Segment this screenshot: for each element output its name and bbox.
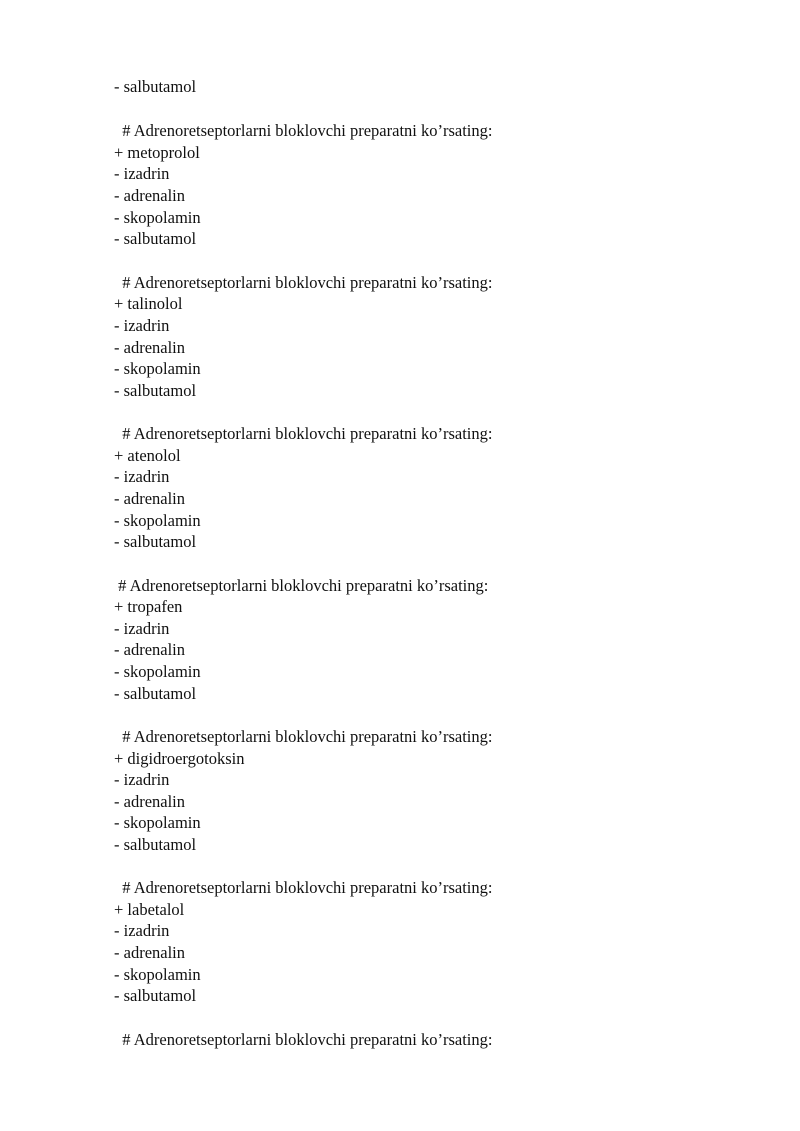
answer-option: - salbutamol	[114, 77, 197, 96]
question-heading: # Adrenoretseptorlarni bloklovchi preparatni ko’rsating:	[114, 121, 493, 140]
answer-option: - salbutamol	[114, 532, 197, 551]
answer-option-correct: + atenolol	[114, 446, 181, 465]
answer-option-correct: + digidroergotoksin	[114, 749, 245, 768]
answer-option: - salbutamol	[114, 835, 197, 854]
answer-option: - izadrin	[114, 921, 170, 940]
question-heading: # Adrenoretseptorlarni bloklovchi preparatni ko’rsating:	[114, 273, 493, 292]
answer-option: - adrenalin	[114, 338, 186, 357]
question-heading: # Adrenoretseptorlarni bloklovchi preparatni ko’rsating:	[114, 576, 489, 595]
answer-option: - izadrin	[114, 467, 170, 486]
answer-option-correct: + labetalol	[114, 900, 185, 919]
answer-option: - skopolamin	[114, 662, 201, 681]
answer-option-correct: + metoprolol	[114, 143, 200, 162]
question-heading: # Adrenoretseptorlarni bloklovchi preparatni ko’rsating:	[114, 878, 493, 897]
answer-option: - adrenalin	[114, 792, 186, 811]
answer-option: - skopolamin	[114, 813, 201, 832]
answer-option: - salbutamol	[114, 684, 197, 703]
answer-option: - salbutamol	[114, 381, 197, 400]
answer-option: - adrenalin	[114, 186, 186, 205]
answer-option: - izadrin	[114, 164, 170, 183]
answer-option-correct: + talinolol	[114, 294, 183, 313]
answer-option: - adrenalin	[114, 640, 186, 659]
question-heading: # Adrenoretseptorlarni bloklovchi preparatni ko’rsating:	[114, 1030, 493, 1049]
answer-option: - izadrin	[114, 770, 170, 789]
answer-option: - skopolamin	[114, 965, 201, 984]
answer-option: - skopolamin	[114, 511, 201, 530]
question-heading: # Adrenoretseptorlarni bloklovchi preparatni ko’rsating:	[114, 727, 493, 746]
question-heading: # Adrenoretseptorlarni bloklovchi preparatni ko’rsating:	[114, 424, 493, 443]
answer-option: - izadrin	[114, 619, 170, 638]
answer-option: - adrenalin	[114, 943, 186, 962]
answer-option-correct: + tropafen	[114, 597, 183, 616]
answer-option: - adrenalin	[114, 489, 186, 508]
answer-option: - salbutamol	[114, 986, 197, 1005]
answer-option: - izadrin	[114, 316, 170, 335]
answer-option: - salbutamol	[114, 229, 197, 248]
answer-option: - skopolamin	[114, 359, 201, 378]
answer-option: - skopolamin	[114, 208, 201, 227]
